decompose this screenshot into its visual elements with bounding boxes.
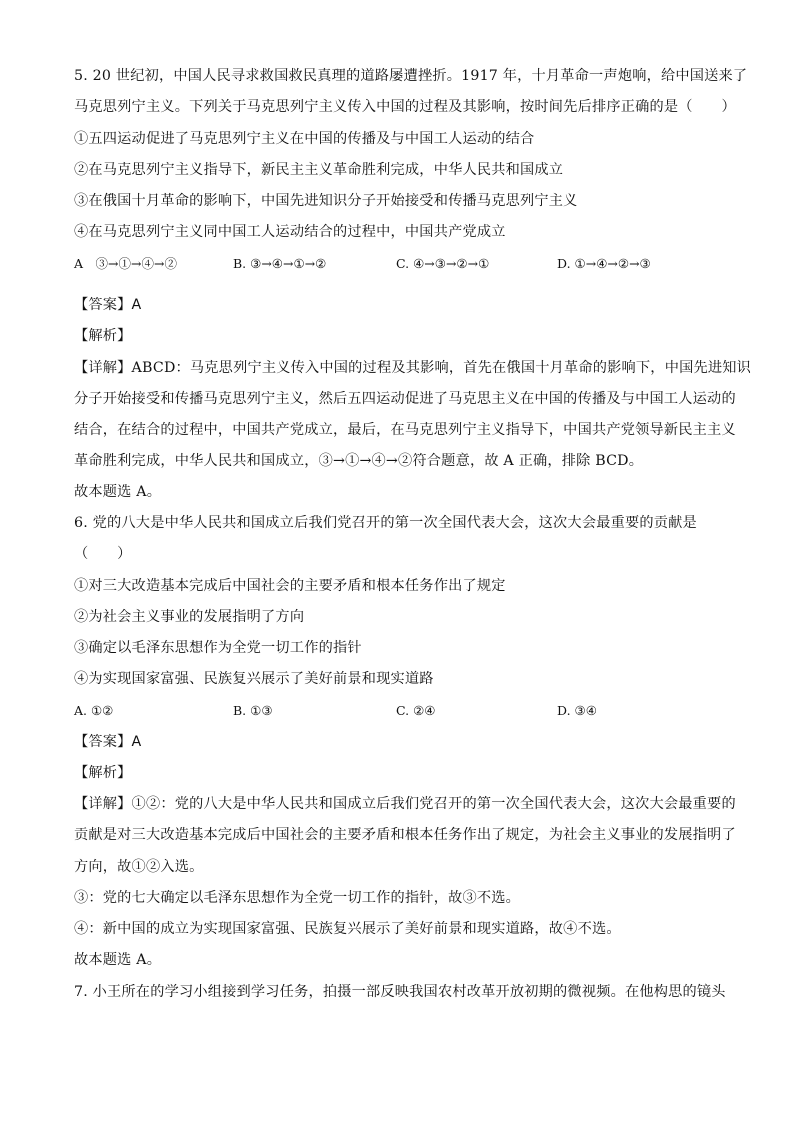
q6-detail-line-2: 贡献是对三大改造基本完成后中国社会的主要矛盾和根本任务作出了规定，为社会主义事业的发展指明了 xyxy=(74,827,736,843)
q5-item-3: ③在俄国十月革命的影响下，中国先进知识分子开始接受和传播马克思列宁主义 xyxy=(74,193,578,209)
q6-conclusion: 故本题选 A。 xyxy=(74,952,162,968)
q5-stem-line-2: 马克思列宁主义。下列关于马克思列宁主义传入中国的过程及其影响，按时间先后排序正确的是（ ） xyxy=(74,99,736,115)
q6-option-b: B. ①③ xyxy=(233,703,273,718)
q5-detail-line-1: 【详解】ABCD：马克思列宁主义传入中国的过程及其影响，首先在俄国十月革命的影响下，中国先进知识 xyxy=(74,360,752,376)
q5-analysis-label: 【解析】 xyxy=(74,328,132,344)
q5-detail-line-3: 结合，在结合的过程中，中国共产党成立，最后，在马克思列宁主义指导下，中国共产党领导新民主主义 xyxy=(74,422,736,438)
q6-analysis-label: 【解析】 xyxy=(74,765,132,781)
q5-detail-line-2: 分子开始接受和传播马克思列宁主义，然后五四运动促进了马克思主义在中国的传播及与中国工人运动的 xyxy=(74,391,736,407)
q6-detail-line-3: 方向，故①②入选。 xyxy=(74,859,204,875)
q6-stem-line-1: 6. 党的八大是中华人民共和国成立后我们党召开的第一次全国代表大会，这次大会最重要的贡献是 xyxy=(74,515,697,531)
q5-item-2: ②在马克思列宁主义指导下，新民主主义革命胜利完成，中华人民共和国成立 xyxy=(74,162,564,178)
q6-option-a: A. ①② xyxy=(74,703,114,718)
q6-option-d: D. ③④ xyxy=(557,703,597,718)
q5-option-b: B. ③→④→①→② xyxy=(233,256,327,271)
q6-detail-line-4: ③：党的七大确定以毛泽东思想作为全党一切工作的指针，故③不选。 xyxy=(74,890,521,906)
q5-conclusion: 故本题选 A。 xyxy=(74,484,162,500)
q5-answer: 【答案】A xyxy=(74,297,142,313)
q6-answer: 【答案】A xyxy=(74,734,142,750)
q7-stem-line-1: 7. 小王所在的学习小组接到学习任务，拍摄一部反映我国农村改革开放初期的微视频。在他构思的镜头 xyxy=(74,984,726,1000)
q5-option-c: C. ④→③→②→① xyxy=(396,256,490,271)
q5-item-4: ④在马克思列宁主义同中国工人运动结合的过程中，中国共产党成立 xyxy=(74,224,506,240)
q5-option-a: A ③→①→④→② xyxy=(74,256,177,271)
q5-option-d: D. ①→④→②→③ xyxy=(557,256,651,271)
q6-item-3: ③确定以毛泽东思想作为全党一切工作的指针 xyxy=(74,640,362,656)
q5-detail-line-4: 革命胜利完成，中华人民共和国成立，③→①→④→②符合题意，故 A 正确，排除 BCD。 xyxy=(74,453,644,469)
q5-item-1: ①五四运动促进了马克思列宁主义在中国的传播及与中国工人运动的结合 xyxy=(74,131,535,147)
q5-stem-line-1: 5. 20 世纪初，中国人民寻求救国救民真理的道路屡遭挫折。1917 年，十月革命一声炮响，给中国送来了 xyxy=(74,68,748,84)
q6-item-4: ④为实现国家富强、民族复兴展示了美好前景和现实道路 xyxy=(74,671,434,687)
q6-item-2: ②为社会主义事业的发展指明了方向 xyxy=(74,609,305,625)
q6-stem-line-2: （ ） xyxy=(74,546,132,562)
q6-detail-line-1: 【详解】①②：党的八大是中华人民共和国成立后我们党召开的第一次全国代表大会，这次大会最重要的 xyxy=(74,796,736,812)
q6-option-c: C. ②④ xyxy=(396,703,436,718)
q6-item-1: ①对三大改造基本完成后中国社会的主要矛盾和根本任务作出了规定 xyxy=(74,578,506,594)
q6-detail-line-5: ④：新中国的成立为实现国家富强、民族复兴展示了美好前景和现实道路，故④不选。 xyxy=(74,921,621,937)
